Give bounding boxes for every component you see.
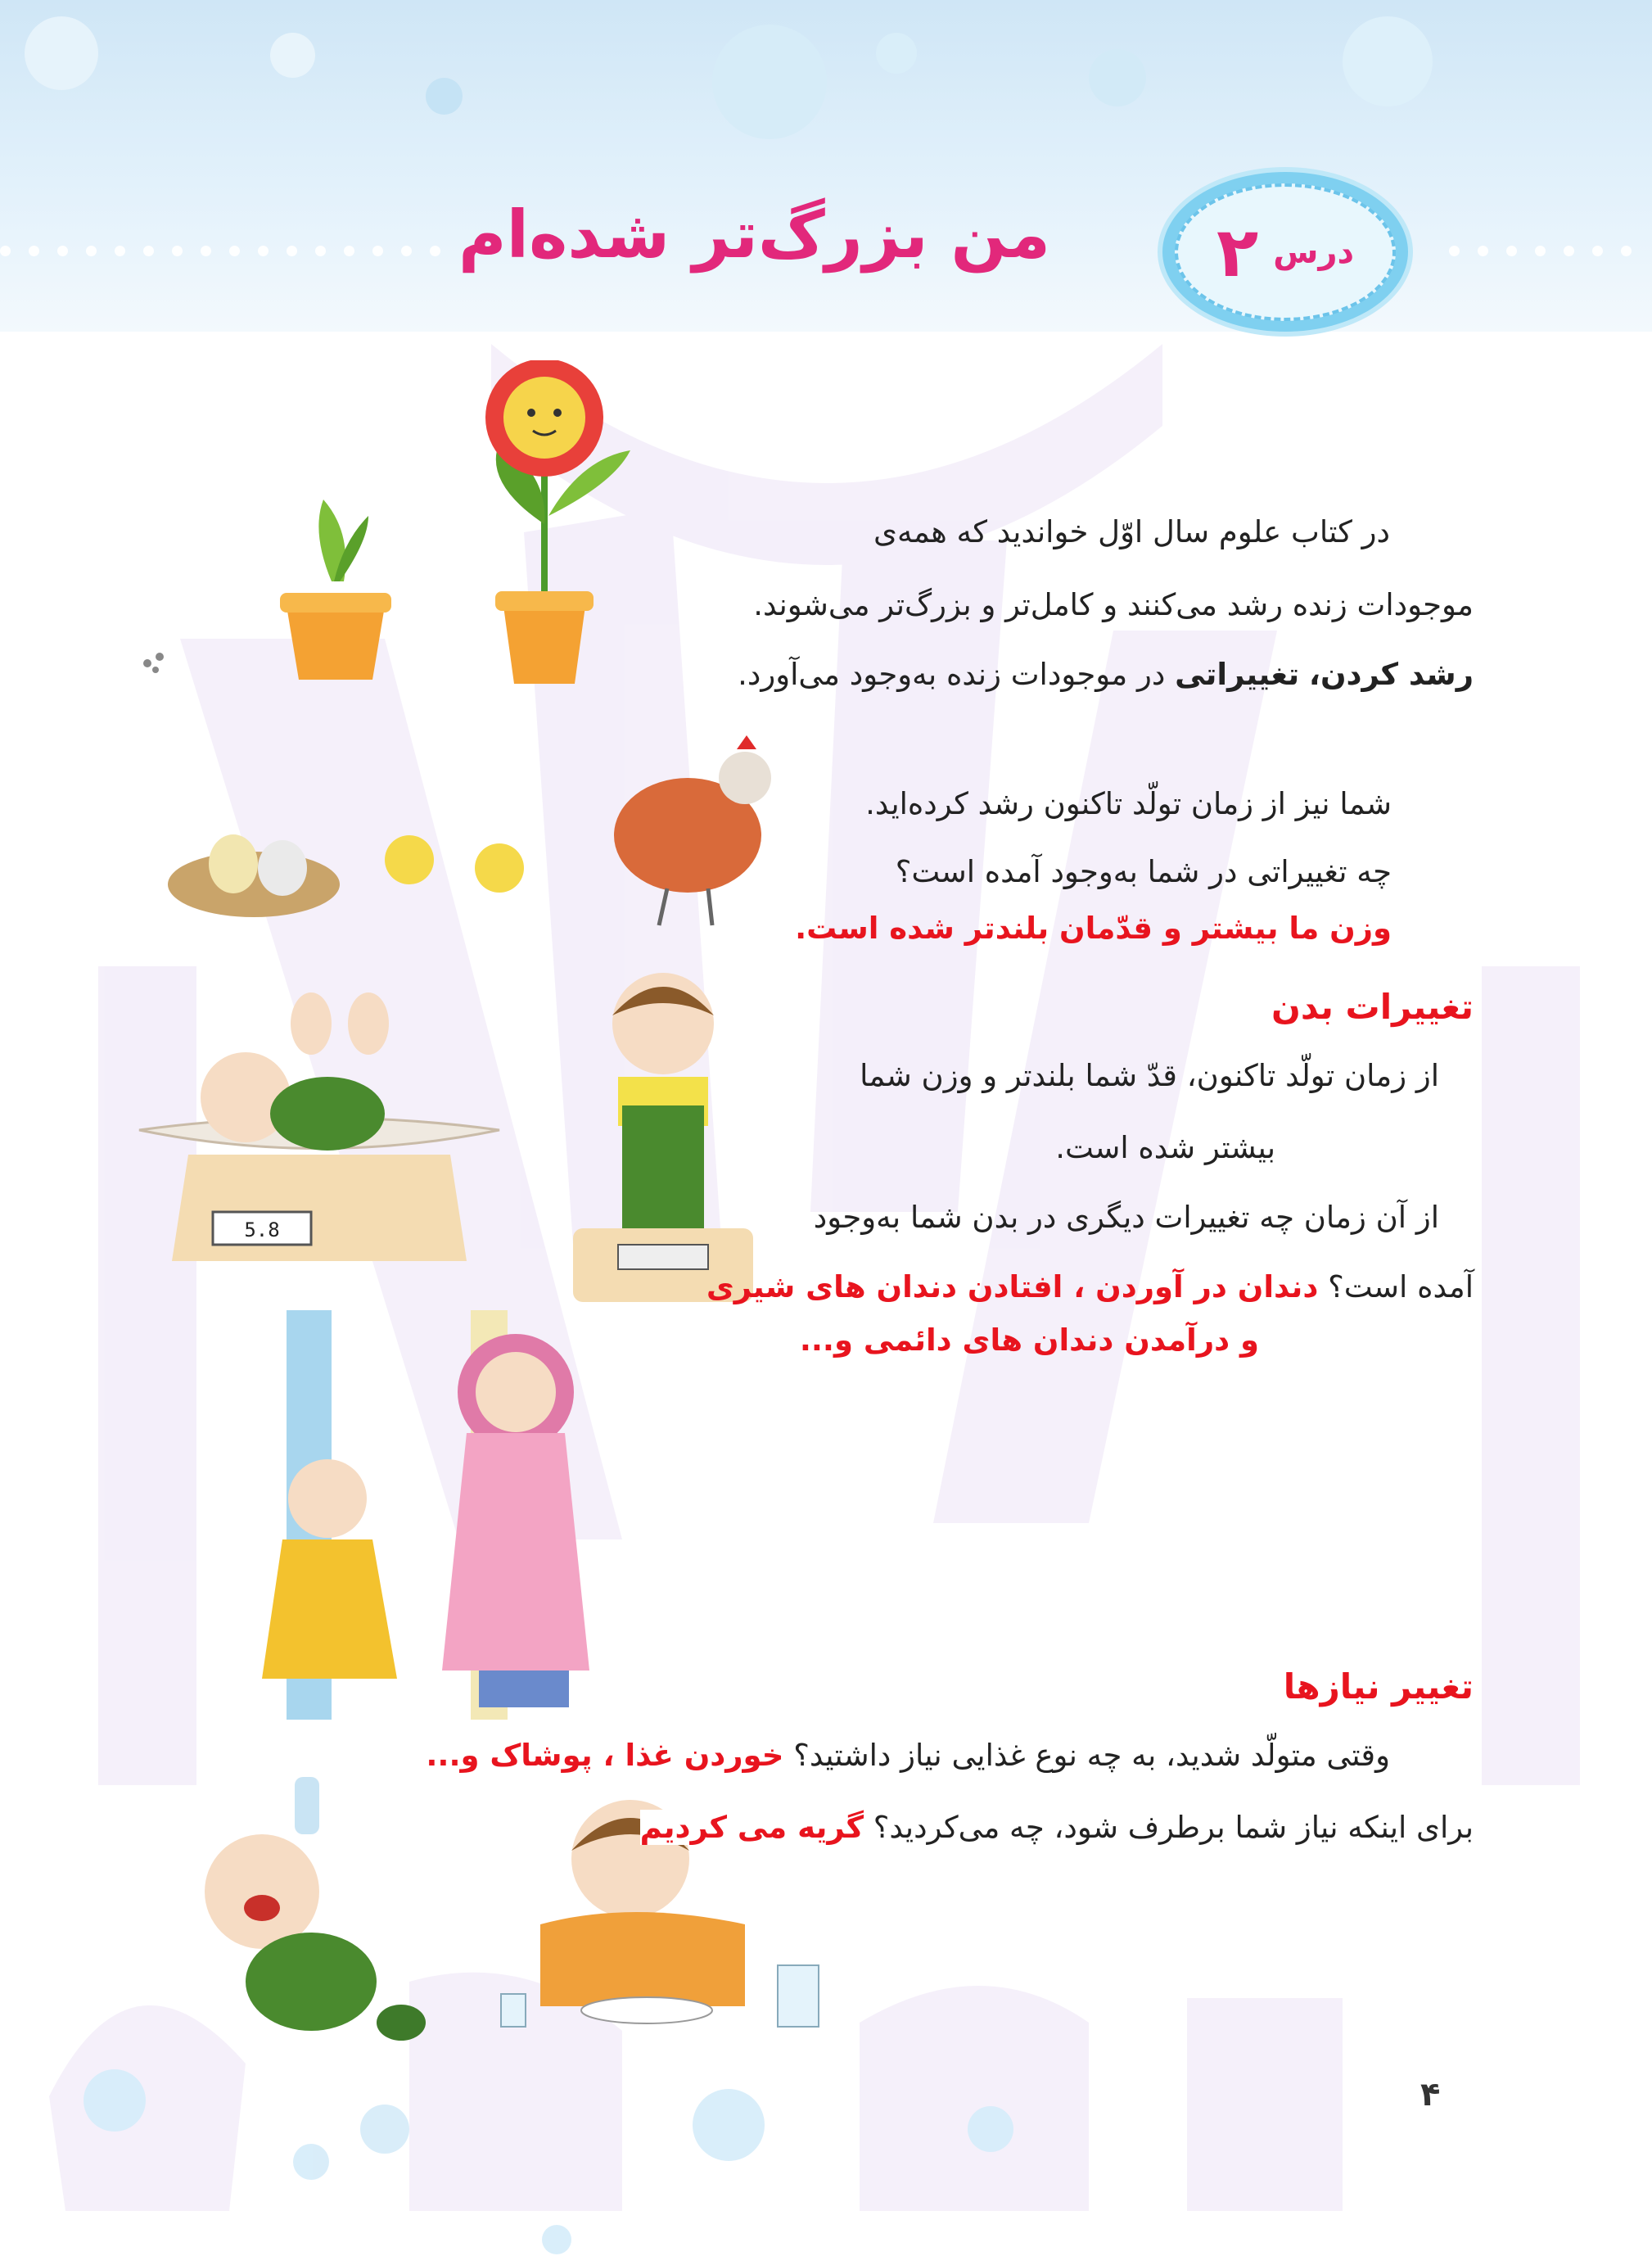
needs-answer-2: گریه می کردیم (639, 1810, 864, 1845)
needs-line-1 (426, 1738, 1390, 1774)
page-title: من بزرگ‌تر شده‌ام (458, 197, 1050, 273)
crying-baby-illustration (147, 1761, 442, 2072)
needs-answer-1: خوردن غذا ، پوشاک و... (426, 1738, 784, 1773)
growth-line: شما نیز از زمان تولّد تاکنون رشد کرده‌اید. (865, 786, 1392, 821)
scale-reading: 5.8 (244, 1218, 280, 1241)
intro-line-3 (738, 657, 1474, 693)
growth-question: چه تغییراتی در شما به‌وجود آمده است؟ (895, 854, 1392, 889)
flower-growth-illustration (123, 360, 647, 696)
lesson-badge (1162, 172, 1408, 332)
chick-growth-illustration (164, 721, 802, 934)
body-changes-line-4 (706, 1269, 1474, 1305)
needs-question-1: وقتی متولّد شدید، به چه نوع غذایی نیاز داشتید؟ (793, 1738, 1390, 1773)
body-changes-answer-1: دندان در آوردن ، افتادن دندان های شیری (706, 1269, 1319, 1304)
body-changes-q-end: آمده است؟ (1328, 1269, 1474, 1304)
needs-line-2 (640, 1810, 1474, 1846)
body-changes-line-2: بیشتر شده است. (1055, 1130, 1275, 1165)
lesson-number: ۲ (1216, 211, 1259, 292)
intro-bold-2: تغییراتی (1175, 657, 1300, 692)
intro-rest: در موجودات زنده به‌وجود می‌آورد. (738, 657, 1166, 692)
intro-line-2: موجودات زنده رشد می‌کنند و کامل‌تر و بزرگ‌تر می‌شوند. (753, 587, 1474, 622)
page-number: ۴ (1420, 2076, 1441, 2114)
lesson-badge-inner (1175, 183, 1396, 321)
needs-question-2: برای اینکه نیاز شما برطرف شود، چه می‌کردید؟ (873, 1810, 1474, 1845)
body-changes-line-3: از آن زمان چه تغییرات دیگری در بدن شما به‌وجود (813, 1200, 1439, 1235)
growth-answer: وزن ما بیشتر و قدّمان بلندتر شده است. (795, 911, 1392, 946)
lesson-word: درس (1273, 233, 1355, 271)
body-changes-heading: تغییرات بدن (1271, 987, 1474, 1027)
intro-line-1: در کتاب علوم سال اوّل خواندید که همه‌ی (873, 514, 1390, 549)
boy-on-scale-illustration (557, 966, 770, 1310)
needs-heading: تغییر نیازها (1283, 1666, 1474, 1707)
body-changes-answer-2: و درآمدن دندان های دائمی و... (799, 1322, 1259, 1358)
baby-on-scale-illustration (123, 991, 516, 1269)
intro-bold-1: رشد کردن، (1308, 657, 1474, 692)
girls-height-illustration (246, 1310, 606, 1720)
body-changes-line-1: از زمان تولّد تاکنون، قدّ شما بلندتر و وزن شما (860, 1058, 1439, 1093)
